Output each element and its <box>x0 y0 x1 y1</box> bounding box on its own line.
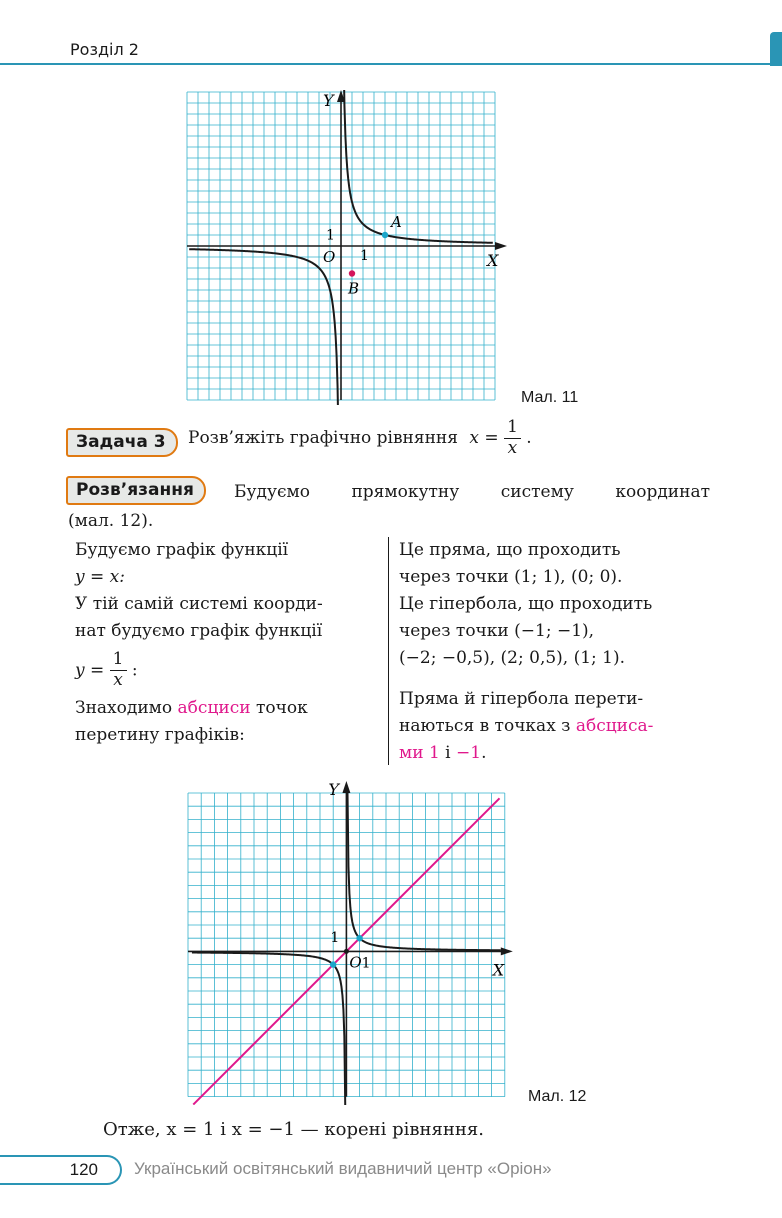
axis-x-label: X <box>487 251 499 270</box>
task-eq-lhs: x = <box>469 428 499 449</box>
fraction-denominator: x <box>507 437 518 458</box>
task-statement <box>188 418 532 458</box>
origin-label: O <box>349 953 362 972</box>
formula-lhs: y = <box>75 660 105 681</box>
fraction-numerator: 1 <box>504 418 521 439</box>
point-a-label: A <box>391 213 402 231</box>
left-line-6: перетину графіків: <box>75 725 245 745</box>
task-text: Розв’яжіть графічно рівняння <box>188 428 458 449</box>
abscissa-minus-one: −1 <box>456 743 482 763</box>
y-axis-arrow <box>342 781 350 793</box>
header-tab <box>770 32 782 66</box>
intersection-point-1 <box>356 935 362 941</box>
x-axis-arrow <box>501 947 513 955</box>
term-abscissas: абсциса- <box>575 716 654 736</box>
left-line-5-text-a: Знаходимо <box>75 698 178 718</box>
origin-point <box>344 949 349 954</box>
left-line-5-text-c: точок <box>250 698 308 718</box>
right-line-5: (−2; −0,5), (2; 0,5), (1; 1). <box>399 648 626 668</box>
origin-label: O <box>323 248 336 266</box>
tick-y-label: 1 <box>330 930 340 947</box>
column-divider <box>388 537 389 765</box>
task-label: Задача 3 <box>66 428 178 457</box>
publisher-name: Український освітянський видавничий центр «Оріон» <box>134 1159 552 1178</box>
left-column <box>75 537 375 749</box>
axes <box>188 781 513 1097</box>
left-line-3: У тій самій системі коорди- <box>75 594 323 614</box>
figure-12-caption: Мал. 12 <box>528 1088 587 1105</box>
abscissa-one: ми 1 <box>399 743 440 763</box>
intersection-point-2 <box>330 961 336 967</box>
fraction-denominator: x <box>113 670 123 690</box>
right-column <box>399 537 719 767</box>
right-spacer <box>399 672 719 686</box>
formula-fraction <box>110 650 127 690</box>
task-end: . <box>526 428 532 449</box>
left-line-4: нат будуємо графік функції <box>75 621 323 641</box>
right-line-7-text: наються в точках з <box>399 716 576 736</box>
page-header <box>0 0 782 70</box>
point-b-label: B <box>348 279 360 298</box>
right-line-4: через точки (−1; −1), <box>399 621 595 641</box>
right-line-1: Це пряма, що проходить <box>399 540 621 560</box>
figure-11-caption: Мал. 11 <box>521 389 579 406</box>
page-number: 120 <box>0 1155 122 1185</box>
right-line-3: Це гіпербола, що проходить <box>399 594 653 614</box>
solution-text-2: (мал. 12). <box>68 511 154 531</box>
solution-text-1: Будуємо прямокутну систему координат <box>234 482 710 502</box>
conjunction: і <box>439 743 457 763</box>
tick-x-label: 1 <box>360 248 369 264</box>
tick-y-label: 1 <box>326 227 335 244</box>
axes <box>187 90 507 400</box>
right-line-8 <box>399 740 719 767</box>
x-axis-arrow <box>495 242 507 250</box>
left-line-5 <box>75 695 375 722</box>
axis-y-label: Y <box>323 91 334 110</box>
header-rule <box>0 63 776 65</box>
axis-y-label: Y <box>328 780 339 799</box>
fraction-numerator: 1 <box>110 650 127 671</box>
term-abscissas: абсциси <box>177 698 251 718</box>
right-line-6: Пряма й гіпербола перети- <box>399 689 644 709</box>
task-fraction <box>504 418 521 458</box>
point-a <box>382 232 388 238</box>
left-line-2: y = x: <box>75 567 125 587</box>
right-line-2: через точки (1; 1), (0; 0). <box>399 567 623 587</box>
solution-label: Розв’язання <box>66 476 206 505</box>
figure-11-graph <box>185 90 515 405</box>
figure-12-graph <box>180 775 520 1105</box>
left-formula <box>75 645 375 695</box>
tick-x-label: 1 <box>361 955 371 972</box>
section-title: Розділ 2 <box>70 40 139 59</box>
right-line-7 <box>399 713 719 740</box>
formula-end: : <box>131 660 138 681</box>
point-b <box>349 270 355 276</box>
axis-x-label: X <box>492 960 505 980</box>
left-line-1: Будуємо графік функції <box>75 540 289 560</box>
period: . <box>481 743 487 763</box>
conclusion: Отже, x = 1 і x = −1 — корені рівняння. <box>103 1119 484 1140</box>
